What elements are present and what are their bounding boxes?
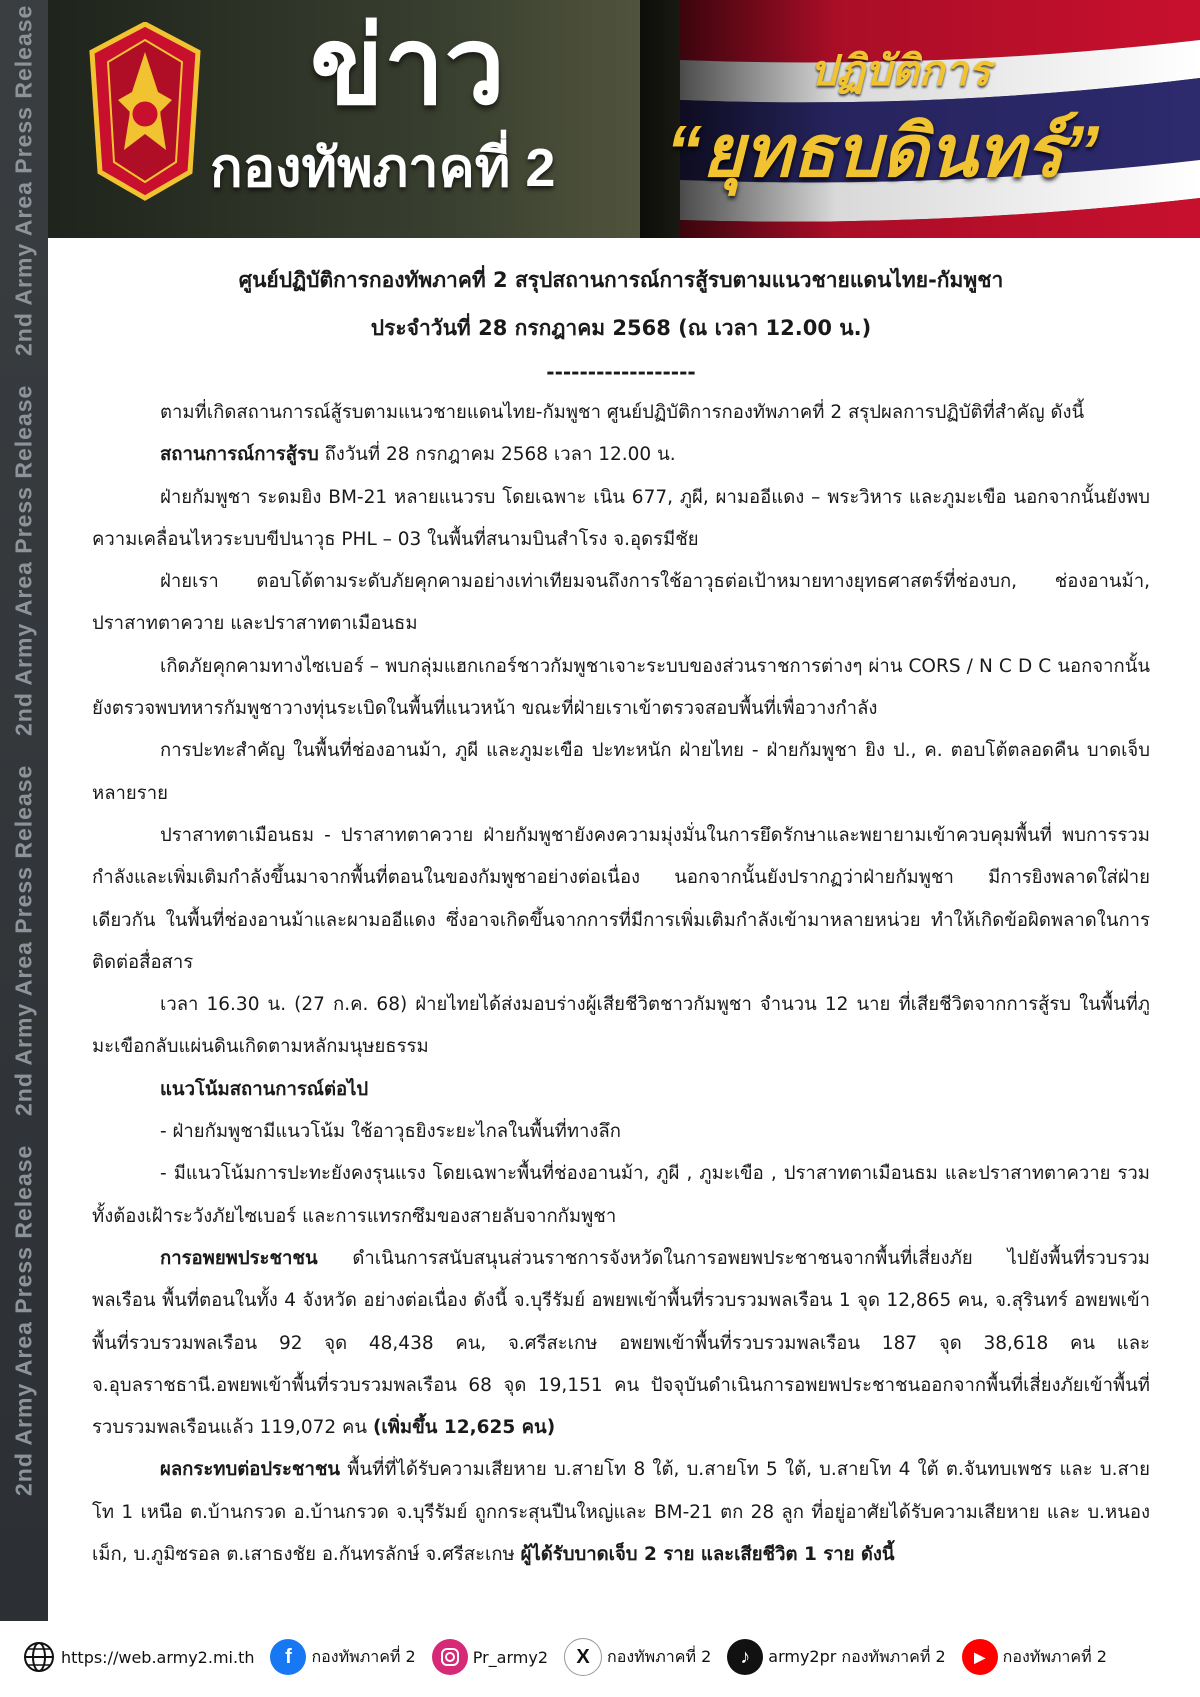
intro-paragraph: ตามที่เกิดสถานการณ์สู้รบตามแนวชายแดนไทย-กัมพูชา ศูนย์ปฏิบัติการกองทัพภาคที่ 2 สรุปผลการปฏิบัติที่สำคัญ ดังนี้ xyxy=(160,402,1085,423)
evacuation-text: ดำเนินการสนับสนุนส่วนราชการจังหวัดในการอพยพประชาชนจากพื้นที่เสี่ยงภัย ไปยังพื้นที่รวบรวมพลเรือน พื้นที่ตอนในทั้ง 4 จังหวัด อย่างต่อเนื่อง ดังนี้ จ.บุรีรัมย์ อพยพเข้าพื้นที่รวบรวมพลเรือน 1 จุด 12,865 คน, จ.สุรินทร์ อพยพเข้าพื้นที่รวบรวมพลเรือน 92 จุด 48,438 คน, จ.ศรีสะเกษ อพยพเข้าพื้นที่รวบรวมพลเรือน 187 จุด 38,618 คน และ จ.อุบลราชธานี.อพยพเข้าพื้นที่รวบรวมพลเรือน 68 จุด 19,151 คน ปัจจุบันดำเนินการอพยพประชาชนออกจากพื้นที่เสี่ยงภัยเข้าพื้นที่รวบรวมพลเรือนแล้ว 119,072 คน xyxy=(92,1247,1150,1439)
situation-label: สถานการณ์การสู้รบ xyxy=(160,444,319,466)
operation-name: “ยุทธบดินทร์” xyxy=(666,112,1100,192)
cambodia-paragraph: ฝ่ายกัมพูชา ระดมยิง BM-21 หลายแนวรบ โดยเฉพาะ เนิน 677, ภูผี, ผามออีแดง – พระวิหาร และภูมะเขือ นอกจากนั้นยังพบ ความเคลื่อนไหวระบบขีปนาวุธ PHL – 03 ในพื้นที่สนามบินสำโรง จ.อุดรมีชัย xyxy=(92,486,1150,550)
impact-casualties: ผู้ได้รับบาดเจ็บ 2 ราย และเสียชีวิต 1 ราย ดังนี้ xyxy=(520,1544,895,1566)
operation-label: ปฏิบัติการ xyxy=(810,47,991,94)
facebook-link[interactable] xyxy=(270,1639,415,1675)
instagram-icon xyxy=(432,1639,468,1675)
heading-divider: ------------------ xyxy=(546,360,696,384)
social-footer xyxy=(0,1621,1200,1697)
impact-paragraph xyxy=(92,1449,1150,1576)
press-release-sidebar xyxy=(0,0,48,1697)
trend-item: - มีแนวโน้มการปะทะยังคงรุนแรง โดยเฉพาะพื้นที่ช่องอานม้า, ภูผี , ภูมะเขือ , ปราสาทตาเมือนธม และปราสาทตาควาย รวมทั้งต้องเฝ้าระวังภัยไซเบอร์ และการแทรกซึมของสายลับจากกัมพูชา xyxy=(92,1163,1150,1227)
globe-icon xyxy=(22,1640,56,1674)
document-body xyxy=(92,256,1150,1576)
evacuation-paragraph xyxy=(92,1238,1150,1449)
instagram-link[interactable] xyxy=(432,1639,548,1675)
facebook-icon: f xyxy=(270,1639,306,1675)
x-link[interactable] xyxy=(564,1638,711,1676)
sidebar-label: 2nd Army Area Press Release xyxy=(10,384,37,736)
document-heading: ศูนย์ปฏิบัติการกองทัพภาคที่ 2 สรุปสถานการณ์การสู้รบตามแนวชายแดนไทย-กัมพูชา xyxy=(238,268,1004,292)
website-url: https://web.army2.mi.th xyxy=(61,1647,255,1667)
army-crest-icon xyxy=(86,22,204,202)
evacuation-label: การอพยพประชาชน xyxy=(160,1247,318,1269)
youtube-name: กองทัพภาคที่ 2 xyxy=(1002,1646,1107,1666)
trend-heading: แนวโน้มสถานการณ์ต่อไป xyxy=(160,1078,369,1100)
tiktok-name: army2pr กองทัพภาคที่ 2 xyxy=(768,1646,946,1666)
sidebar-label: 2nd Army Area Press Release xyxy=(10,764,37,1116)
situation-paragraph xyxy=(92,434,1150,476)
impact-text: พื้นที่ที่ได้รับความเสียหาย บ.สายโท 8 ใต้, บ.สายโท 5 ใต้, บ.สายโท 4 ใต้ ต.จันทบเพชร และ บ.สายโท 1 เหนือ ต.บ้านกรวด อ.บ้านกรวด จ.บุรีรัมย์ ถูกกระสุนปืนใหญ่และ BM-21 ตก 28 ลูก ที่อยู่อาศัยได้รับความเสียหาย และ บ.หนองเม็ก, บ.ภูมิซรอล ต.เสาธงชัย อ.กันทรลักษ์ จ.ศรีสะเกษ xyxy=(92,1459,1150,1566)
tiktok-link[interactable] xyxy=(727,1639,945,1675)
bodies-paragraph: เวลา 16.30 น. (27 ก.ค. 68) ฝ่ายไทยได้ส่งมอบร่างผู้เสียชีวิตชาวกัมพูชา จำนวน 12 นาย ที่เสียชีวิตจากการสู้รบ ในพื้นที่ภูมะเขือกลับแผ่นดินเกิดตามหลักมนุษยธรรม xyxy=(92,994,1150,1058)
document-date: ประจำวันที่ 28 กรกฎาคม 2568 (ณ เวลา 12.00 น.) xyxy=(370,316,872,340)
website-link[interactable] xyxy=(22,1640,254,1674)
impact-label: ผลกระทบต่อประชาชน xyxy=(160,1459,341,1481)
sidebar-label: 2nd Army Area Press Release xyxy=(10,4,37,356)
header-banner xyxy=(48,0,1200,238)
youtube-link[interactable] xyxy=(962,1639,1107,1675)
facebook-name: กองทัพภาคที่ 2 xyxy=(311,1646,416,1666)
evacuation-increase: (เพิ่มขึ้น 12,625 คน) xyxy=(372,1417,556,1439)
sidebar-label: 2nd Army Area Press Release xyxy=(10,1144,37,1496)
title-unit: กองทัพภาคที่ 2 xyxy=(210,138,556,198)
situation-text: ถึงวันที่ 28 กรกฎาคม 2568 เวลา 12.00 น. xyxy=(318,444,676,466)
clash-paragraph: การปะทะสำคัญ ในพื้นที่ช่องอานม้า, ภูผี และภูมะเขือ ปะทะหนัก ฝ่ายไทย - ฝ่ายกัมพูชา ยิง ป., ค. ตอบโต้ตลอดคืน บาดเจ็บหลายราย xyxy=(92,740,1150,804)
title-news: ข่าว xyxy=(310,5,506,126)
x-icon: X xyxy=(564,1638,602,1676)
trend-item: - ฝ่ายกัมพูชามีแนวโน้ม ใช้อาวุธยิงระยะไกลในพื้นที่ทางลึก xyxy=(160,1121,621,1143)
youtube-icon: ▶ xyxy=(962,1639,998,1675)
instagram-name: Pr_army2 xyxy=(472,1647,549,1667)
x-name: กองทัพภาคที่ 2 xyxy=(607,1646,712,1666)
our-side-paragraph: ฝ่ายเรา ตอบโต้ตามระดับภัยคุกคามอย่างเท่าเทียมจนถึงการใช้อาวุธต่อเป้าหมายทางยุทธศาสตร์ที่ช่องบก, ช่องอานม้า, ปราสาทตาควาย และปราสาทตาเมือนธม xyxy=(92,571,1150,635)
cyber-paragraph: เกิดภัยคุกคามทางไซเบอร์ – พบกลุ่มแฮกเกอร์ชาวกัมพูชาเจาะระบบของส่วนราชการต่างๆ ผ่าน CORS / N C D C นอกจากนั้นยังตรวจพบทหารกัมพูชาวางทุ่นระเบิดในพื้นที่แนวหน้า ขณะที่ฝ่ายเราเข้าตรวจสอบพื้นที่เพื่อวางกำลัง xyxy=(92,655,1150,720)
tiktok-icon: ♪ xyxy=(727,1639,763,1675)
castles-paragraph: ปราสาทตาเมือนธม - ปราสาทตาควาย ฝ่ายกัมพูชายังคงความมุ่งมั่นในการยึดรักษาและพยายามเข้าควบคุมพื้นที่ พบการรวมกำลังและเพิ่มเติมกำลังขึ้นมาจากพื้นที่ตอนในของกัมพูชาอย่างต่อเนื่อง นอกจากนั้นยังปรากฏว่าฝ่ายกัมพูชา มีการยิงพลาดใส่ฝ่ายเดียวกัน ในพื้นที่ช่องอานม้าและผามออีแดง ซึ่งอาจเกิดขึ้นจากการที่มีการเพิ่มเติมกำลังเข้ามาหลายหน่วย ทำให้เกิดข้อผิดพลาดในการติดต่อสื่อสาร xyxy=(92,824,1150,973)
